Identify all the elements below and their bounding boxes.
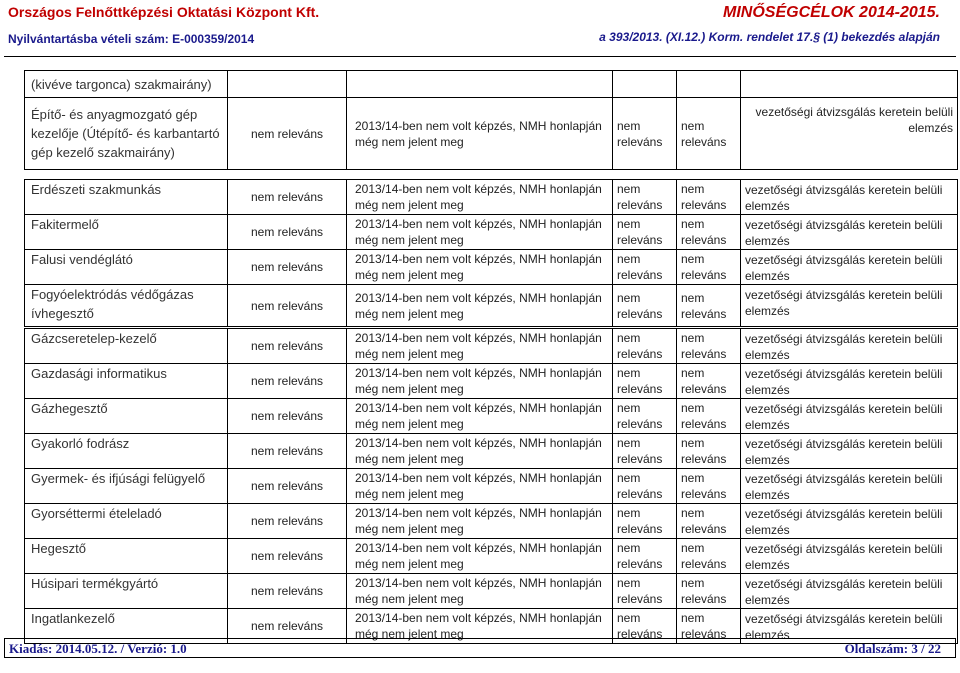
- course-name: Gyakorló fodrász: [25, 434, 228, 469]
- col5-value: nem releváns: [677, 250, 741, 285]
- col6-value: vezetőségi átvizsgálás keretein belüli elemzés: [741, 180, 958, 215]
- col5-value: nem releváns: [677, 469, 741, 504]
- top-table: [24, 70, 958, 170]
- col2-value: nem releváns: [228, 215, 347, 250]
- col3-value: 2013/14-ben nem volt képzés, NMH honlapján még nem jelent meg: [347, 180, 613, 215]
- table-row: [25, 98, 958, 170]
- table-row: [25, 329, 958, 364]
- table-row: [25, 285, 958, 327]
- col5-value: nem releváns: [677, 364, 741, 399]
- col6-value: vezetőségi átvizsgálás keretein belüli elemzés: [741, 609, 958, 644]
- col3-value: 2013/14-ben nem volt képzés, NMH honlapján még nem jelent meg: [347, 215, 613, 250]
- col6-value: vezetőségi átvizsgálás keretein belüli elemzés: [741, 504, 958, 539]
- course-name: Hegesztő: [25, 539, 228, 574]
- course-name: Fogyóelektródás védőgázas ívhegesztő: [25, 285, 228, 327]
- col2-value: nem releváns: [228, 180, 347, 215]
- table-row: [25, 574, 958, 609]
- col4-value: nem releváns: [613, 180, 677, 215]
- table-row: [25, 434, 958, 469]
- course-name: Erdészeti szakmunkás: [25, 180, 228, 215]
- registration-number: Nyilvántartásba vételi szám: E-000359/2014: [8, 32, 255, 46]
- col5-value: nem releváns: [677, 574, 741, 609]
- col5-value: nem releváns: [677, 504, 741, 539]
- col5-value: nem releváns: [677, 180, 741, 215]
- col6-value: vezetőségi átvizsgálás keretein belüli elemzés: [741, 285, 958, 327]
- course-name: Fakitermelő: [25, 215, 228, 250]
- col3-value: 2013/14-ben nem volt képzés, NMH honlapján még nem jelent meg: [347, 504, 613, 539]
- course-name: Húsipari termékgyártó: [25, 574, 228, 609]
- col2-value: nem releváns: [228, 399, 347, 434]
- col3-value: 2013/14-ben nem volt képzés, NMH honlapján még nem jelent meg: [347, 539, 613, 574]
- table-row: [25, 215, 958, 250]
- col3-value: 2013/14-ben nem volt képzés, NMH honlapján még nem jelent meg: [347, 329, 613, 364]
- col2-value: nem releváns: [228, 98, 347, 170]
- col5-value: nem releváns: [677, 434, 741, 469]
- col2-value: nem releváns: [228, 609, 347, 644]
- table-row: [25, 469, 958, 504]
- table-row: [25, 250, 958, 285]
- col5-value: nem releváns: [677, 98, 741, 170]
- page-footer: [4, 638, 956, 658]
- col3-value: 2013/14-ben nem volt képzés, NMH honlapján még nem jelent meg: [347, 364, 613, 399]
- course-name: Gázcseretelep-kezelő: [25, 329, 228, 364]
- col4-value: nem releváns: [613, 215, 677, 250]
- col5-value: nem releváns: [677, 285, 741, 327]
- col4-value: nem releváns: [613, 574, 677, 609]
- group2-table: [24, 328, 958, 644]
- col3-value: 2013/14-ben nem volt képzés, NMH honlapján még nem jelent meg: [347, 250, 613, 285]
- table-row: [25, 180, 958, 215]
- col3-value: 2013/14-ben nem volt képzés, NMH honlapján még nem jelent meg: [347, 98, 613, 170]
- group1-table: [24, 179, 958, 327]
- col6-value: vezetőségi átvizsgálás keretein belüli elemzés: [741, 329, 958, 364]
- col6-value: vezetőségi átvizsgálás keretein belüli elemzés: [741, 98, 958, 170]
- col4-value: nem releváns: [613, 329, 677, 364]
- col4-value: nem releváns: [613, 98, 677, 170]
- col4-value: nem releváns: [613, 364, 677, 399]
- col3-value: 2013/14-ben nem volt képzés, NMH honlapján még nem jelent meg: [347, 609, 613, 644]
- col2-value: nem releváns: [228, 364, 347, 399]
- course-name: Gazdasági informatikus: [25, 364, 228, 399]
- col6-value: vezetőségi átvizsgálás keretein belüli elemzés: [741, 250, 958, 285]
- col2-value: nem releváns: [228, 574, 347, 609]
- col4-value: nem releváns: [613, 250, 677, 285]
- col6-value: vezetőségi átvizsgálás keretein belüli elemzés: [741, 469, 958, 504]
- quality-goals-title: MINŐSÉGCÉLOK 2014-2015.: [723, 4, 940, 21]
- table-row: [25, 364, 958, 399]
- col6-value: vezetőségi átvizsgálás keretein belüli elemzés: [741, 399, 958, 434]
- col4-value: nem releváns: [613, 504, 677, 539]
- col5-value: nem releváns: [677, 609, 741, 644]
- col4-value: nem releváns: [613, 469, 677, 504]
- course-name: Gyorséttermi ételeladó: [25, 504, 228, 539]
- col6-value: vezetőségi átvizsgálás keretein belüli elemzés: [741, 364, 958, 399]
- continuation-cell: (kivéve targonca) szakmairány): [25, 71, 228, 98]
- col4-value: nem releváns: [613, 609, 677, 644]
- col2-value: nem releváns: [228, 285, 347, 327]
- col5-value: nem releváns: [677, 215, 741, 250]
- col4-value: nem releváns: [613, 434, 677, 469]
- course-name: Falusi vendéglátó: [25, 250, 228, 285]
- organization-name: Országos Felnőttképzési Oktatási Központ Kft.: [8, 4, 320, 20]
- course-name: Gyermek- és ifjúsági felügyelő: [25, 469, 228, 504]
- col2-value: nem releváns: [228, 469, 347, 504]
- col2-value: nem releváns: [228, 434, 347, 469]
- col6-value: vezetőségi átvizsgálás keretein belüli elemzés: [741, 539, 958, 574]
- course-name: Építő- és anyagmozgató gép kezelője (Útépítő- és karbantartó gép kezelő szakmairány): [25, 98, 228, 170]
- col6-value: vezetőségi átvizsgálás keretein belüli elemzés: [741, 574, 958, 609]
- course-name: Gázhegesztő: [25, 399, 228, 434]
- col4-value: nem releváns: [613, 399, 677, 434]
- col3-value: 2013/14-ben nem volt képzés, NMH honlapján még nem jelent meg: [347, 285, 613, 327]
- col3-value: 2013/14-ben nem volt képzés, NMH honlapján még nem jelent meg: [347, 469, 613, 504]
- col3-value: 2013/14-ben nem volt képzés, NMH honlapján még nem jelent meg: [347, 399, 613, 434]
- table-row: [25, 71, 958, 98]
- decree-reference: a 393/2013. (XI.12.) Korm. rendelet 17.§ (1) bekezdés alapján: [599, 30, 940, 44]
- col3-value: 2013/14-ben nem volt képzés, NMH honlapján még nem jelent meg: [347, 574, 613, 609]
- col2-value: nem releváns: [228, 539, 347, 574]
- col6-value: vezetőségi átvizsgálás keretein belüli elemzés: [741, 434, 958, 469]
- header-divider: [4, 56, 956, 57]
- col2-value: nem releváns: [228, 329, 347, 364]
- page-number: Oldalszám: 3 / 22: [844, 641, 941, 656]
- col5-value: nem releváns: [677, 539, 741, 574]
- table-row: [25, 539, 958, 574]
- col3-value: 2013/14-ben nem volt képzés, NMH honlapján még nem jelent meg: [347, 434, 613, 469]
- table-row: [25, 399, 958, 434]
- course-name: Ingatlankezelő: [25, 609, 228, 644]
- col5-value: nem releváns: [677, 399, 741, 434]
- col4-value: nem releváns: [613, 539, 677, 574]
- col2-value: nem releváns: [228, 250, 347, 285]
- table-row: [25, 504, 958, 539]
- edition-info: Kiadás: 2014.05.12. / Verzió: 1.0: [9, 641, 187, 656]
- col5-value: nem releváns: [677, 329, 741, 364]
- col4-value: nem releváns: [613, 285, 677, 327]
- col2-value: nem releváns: [228, 504, 347, 539]
- col6-value: vezetőségi átvizsgálás keretein belüli elemzés: [741, 215, 958, 250]
